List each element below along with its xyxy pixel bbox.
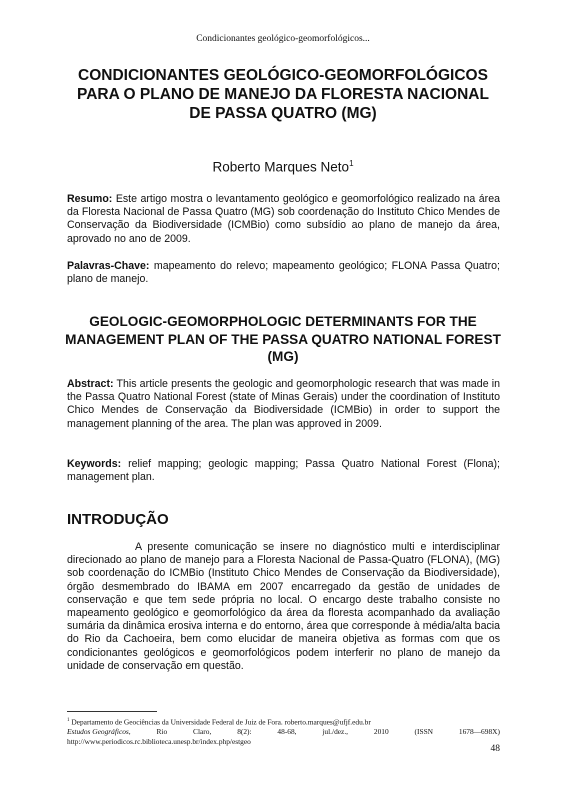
keywords-label: Keywords: — [67, 458, 122, 470]
section-heading-introducao: INTRODUÇÃO — [67, 511, 169, 528]
footnote-journal-part: 8(2): — [237, 727, 252, 737]
author-line — [60, 159, 506, 175]
footnote-url[interactable]: http://www.periodicos.rc.biblioteca.unesp.br/index.php/estgeo — [67, 736, 251, 746]
resumo-label: Resumo: — [67, 193, 113, 205]
footnote-affiliation-line — [67, 716, 500, 727]
palavras-chave-text: mapeamento do relevo; mapeamento geológico; FLONA Passa Quatro; plano de manejo. — [67, 260, 500, 286]
introduction-paragraph: A presente comunicação se insere no diagnóstico multi e interdisciplinar direcionado ao plano de manejo para a Floresta Nacional de Passa-Quatro (FLONA), (MG) sob coordenação do ICMBio (Instituto Chico Mendes de Conservação da Biodiversidade), órgão desmembrado do IBAMA em 2007 encarregado da gestão de unidades de conservação e que tem sede própria no local. O encargo deste trabalho consiste no mapeamento geológico e geomorfológico da área da floresta acompanhado da avaliação sumária da dinâmica erosiva interna e do entorno, área que corresponde à média/alta bacia do Rio da Cachoeira, bem como elucidar de maneira objetiva as formas com que os condicionantes geológicos e geomorfológicos podem interferir no plano de manejo da unidade de conservação em questão. — [67, 541, 500, 672]
footnote-affiliation: Departamento de Geociências da Universidade Federal de Juiz de Fora. roberto.marques@ufjf.edu.br — [69, 717, 371, 727]
author-name: Roberto Marques Neto — [212, 159, 350, 175]
palavras-chave-paragraph — [67, 260, 500, 286]
running-head: Condicionantes geológico-geomorfológicos... — [196, 34, 370, 44]
palavras-chave-label: Palavras-Chave: — [67, 260, 150, 272]
article-title-pt: CONDICIONANTES GEOLÓGICO-GEOMORFOLÓGICOS PARA O PLANO DE MANEJO DA FLORESTA NACIONAL DE PASSA QUATRO (MG) — [77, 67, 489, 122]
footnote-journal-part: 2010 — [373, 727, 389, 737]
footnote-journal-part: Claro, — [193, 727, 212, 737]
footnote-mark: 1 — [67, 718, 70, 723]
footnote-journal-part: (ISSN — [414, 727, 434, 737]
page-number: 48 — [490, 744, 500, 754]
author-footnote-mark: 1 — [349, 159, 354, 168]
footnote-journal-part: 48-68, — [277, 727, 297, 737]
footnote-divider — [67, 711, 157, 712]
footnote-journal-part: jul./dez., — [322, 727, 349, 737]
footnote-journal-line — [67, 727, 500, 737]
abstract-text: This article presents the geologic and geomorphologic research that was made in the Passa Quatro National Forest (state of Minas Gerais) under the coordination of Instituto Chico Mendes de Conservação da Biodiversidade (ICMBio) in order to support the management planning of the area. The plan was approved in 2009. — [67, 378, 500, 430]
abstract-paragraph — [67, 378, 500, 431]
article-title-en: GEOLOGIC-GEOMORPHOLOGIC DETERMINANTS FOR THE MANAGEMENT PLAN OF THE PASSA QUATRO NATIONAL FOREST (MG) — [65, 314, 501, 364]
keywords-text: relief mapping; geologic mapping; Passa Quatro National Forest (Flona); management plan. — [67, 458, 500, 484]
footnote-journal-part: 1678—698X) — [458, 727, 500, 737]
footnote — [67, 716, 500, 746]
keywords-paragraph — [67, 458, 500, 484]
abstract-label: Abstract: — [67, 378, 114, 390]
footnote-journal-part: Estudos Geográficos, — [67, 727, 131, 737]
resumo-paragraph — [67, 193, 500, 246]
footnote-journal-part: Rio — [156, 727, 168, 737]
resumo-text: Este artigo mostra o levantamento geológico e geomorfológico realizado na área da Floresta Nacional de Passa Quatro (MG) sob coordenação do Instituto Chico Mendes de Conservação da Biodiversidade (ICMBio) como subsídio ao plano de manejo da área, aprovado no ano de 2009. — [67, 193, 500, 245]
